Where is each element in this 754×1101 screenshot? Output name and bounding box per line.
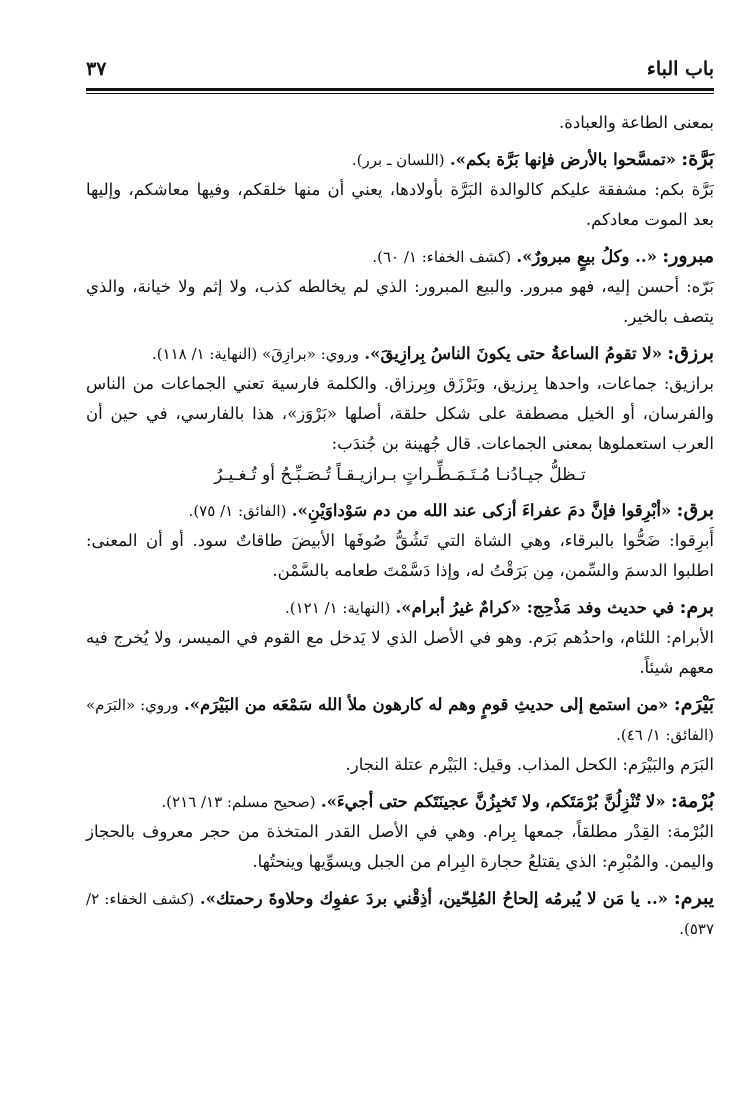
entry-definition: أَبرِقوا: ضَحُّوا بالبرقاء، وهي الشاة التي تَشُقُّ صُوفَها الأبيضَ طاقاتٌ سود. أو أن المعنى: اطلبوا الدسمَ والسِّمن، مِن بَرَقْتُ له، وإذا دَسَّمْتَ طعامه بالسَّمْن. [86,531,714,580]
entry-headword: بُرْمة: [670,790,714,812]
running-header [86,52,714,84]
entry-burma [86,786,714,877]
entry-source: (كشف الخفاء: ١/ ٦٠). [372,248,512,266]
entry-definition: بَرَّة بكم: مشفقة عليكم كالوالدة البَرَّة بأولادها، يعني أن منها خلقكم، وفيها معاشكم، وإليها بعد الموت معادكم. [86,180,714,229]
entry-headword: بَيْرَم: [673,693,714,715]
book-page [86,52,714,1081]
poetry-verse: تـظلُّ جيـادُنـا مُـتَـمَـطِّـراتٍ بـرازيـقـاً تُـصَـبِّـحُ أو تُـغـيـرُ [214,465,586,485]
entry-headword: مبرور: [662,245,714,267]
header-rule-thin [86,93,714,94]
entry-barq [86,495,714,586]
entry-definition: برازيق: جماعات، واحدها بِرزيق، وبَرْزَق وبِرزاق. والكلمة فارسية تعني الجماعات من الناس والفرسان، أو الخيل مصطفة على شكل حلقة، أصلها «بَرْوَز»، هذا بالفارسي، في حين أن العرب استعملوها بمعنى الجماعات. قال جُهينة بن جُندَب: [86,374,714,453]
entry-mabrour [86,241,714,332]
entry-barzaq [86,338,714,491]
entry-headword: برزق: [667,342,714,364]
entry-hadith-quote: «لا تُنْزِلُنَّ بُرْمَتَكم، ولا تَخبِزُنَّ عجينَتَكم حتى أجيءَ». [320,792,666,811]
entry-bayram [86,689,714,780]
continued-definition: بمعنى الطاعة والعبادة. [559,113,714,132]
header-rule-thick [86,88,714,91]
entry-headword: يبرم: [673,887,715,909]
entry-headword: برق: [676,499,714,521]
entry-source: (اللسان ـ برر). [351,151,445,169]
entry-source: (صحيح مسلم: ١٣/ ٢١٦). [161,793,316,811]
entry-source: (كشف الخفاء: ٢/ ٥٣٧). [86,890,714,938]
entry-headword: برم: [679,596,714,618]
entry-headword: بَرَّة: [681,148,714,170]
entry-barra [86,144,714,235]
entry-yubrim [86,883,714,944]
entry-hadith-quote: «تمسَّحوا بالأرض فإنها بَرَّة بكم». [449,150,676,169]
entry-source: وروي: «البَرَم» (الفائق: ١/ ٤٦). [86,696,714,744]
entry-hadith-quote: «لا تقومُ الساعةُ حتى يكونَ الناسُ بِرازِيقَ». [364,344,663,363]
chapter-title: باب الباء [646,58,714,80]
entry-source: (الفائق: ١/ ٧٥). [188,502,287,520]
entry-hadith-quote: «من استمع إلى حديثِ قومٍ وهم له كارهون ملأ الله سَمْعَه من البَيْرَم». [183,695,669,714]
entry-definition: بَرّه: أحسن إليه، فهو مبرور. والبيع المبرور: الذي لم يخالطه كذب، ولا إثم ولا خيانة، والذي يتصف بالخير. [86,277,714,326]
entry-source: (النهاية: ١/ ١٢١). [284,599,391,617]
entry-source: وروي: «برازِقَ» (النهاية: ١/ ١١٨). [151,345,360,363]
entry-hadith-quote: «.. يا مَن لا يُبرمُه إلحاحُ المُلِحّين، أذِقْني بردَ عفوِك وحلاوةَ رحمتك». [199,889,668,908]
page-number: ٣٧ [86,58,107,80]
entry-hadith-quote: في حديث وفد مَذْحِج: «كرامٌ غيرُ أبرام». [395,598,675,617]
entry-baram [86,592,714,683]
entry-hadith-quote: «أبْرِقوا فإنَّ دمَ عفراءَ أزكى عند الله من دم سَوْداوَيْنِ». [291,501,672,520]
entry-hadith-quote: «.. وكلُ بيعٍ مبرورٌ». [516,247,657,266]
entry-definition: البُرْمة: القِدْر مطلقاً، جمعها بِرام. وهي في الأصل القدر المتخذة من حجر معروف بالحجاز واليمن. والمُبْرِم: الذي يقتلعُ حجارة البِرام من الجبل ويسوِّيها وينحتُها. [86,822,714,871]
entry-definition: البَرَم والبَيْرَم: الكحل المذاب. وقيل: البَيْرم عتلة النجار. [345,755,714,774]
entry-definition: الأبرام: اللئام، واحدُهم بَرَم. وهو في الأصل الذي لا يَدخل مع القوم في الميسر، ولا يُخرج فيه معهم شيئاً. [86,628,714,677]
